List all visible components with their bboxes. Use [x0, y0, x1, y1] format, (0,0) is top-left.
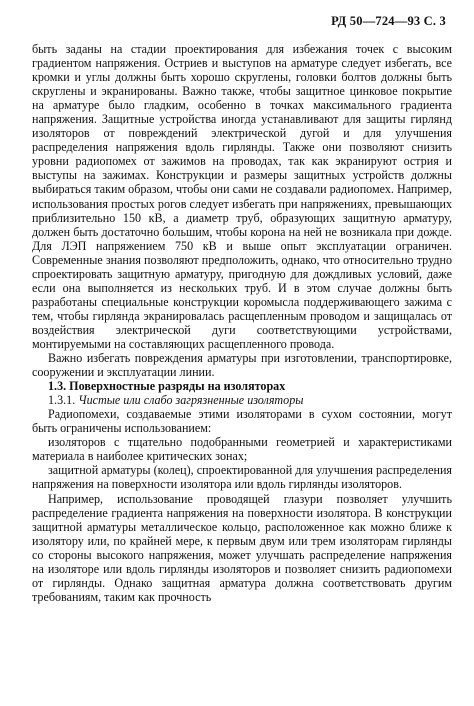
section-number: 1.3. [48, 379, 67, 394]
document-body [32, 42, 452, 604]
section-heading [32, 379, 452, 393]
section-title: Поверхностные разряды на изоляторах [69, 379, 286, 394]
subsection-number: 1.3.1. [48, 393, 76, 408]
page-header: РД 50—724—93 С. 3 [331, 14, 446, 28]
list-item-insulators: изоляторов с тщательно подобранными геометрией и характеристиками материала в наиболее критических зонах; [32, 435, 452, 464]
subsection-title: Чистые или слабо загрязненные изоляторы [78, 393, 304, 408]
paragraph-damage: Важно избегать повреждения арматуры при изготовлении, транспортировке, сооружении и эксплуатации линии. [32, 351, 452, 380]
subsection-heading [32, 393, 452, 407]
paragraph-radio-interference: Радиопомехи, создаваемые этими изоляторами в сухом состоянии, могут быть ограничены использованием: [32, 407, 452, 436]
paragraph-example: Например, использование проводящей глазури позволяет улучшить распределение градиента напряжения на поверхности изолятора. В конструкции защитной арматуры металлическое кольцо, расположенное как можно ближе к изолятору или, по крайней мере, к первым двум или трем изоляторам гирлянды со стороны высокого напряжения, может улучшать распределение напряжения на изоляторе или вдоль гирлянды изоляторов и позволяет снизить радиопомехи от гирлянды. Однако защитная арматура должна соответствовать другим требованиям, таким как прочность [32, 491, 452, 604]
paragraph-continuation: быть заданы на стадии проектирования для избежания точек с высоким градиентом напряжения. Остриев и выступов на арматуре следует избегать, все кромки и углы должны быть хорошо скруглены, головки болтов должны быть скруглены и экранированы. Важно также, чтобы защитное цинковое покрытие на арматуре было гладким, особенно в точках максимального градиента напряжения. Защитные устройства иногда устанавливают для защиты гирлянд изоляторов от повреждений электрической дугой и для улучшения распределения напряжения вдоль гирлянды. Также они позволяют снизить уровни радиопомех от зажимов на проводах, так как экранируют острия и выступы на зажимах. Конструкции и размеры защитных устройств должны выбираться таким образом, чтобы они сами не создавали радиопомех. Например, использования простых рогов следует избегать при напряжениях, превышающих приблизительно 150 кВ, а диаметр труб, образующих защитную арматуру, должен быть достаточно большим, чтобы корона на ней не возникала при дожде. Для ЛЭП напряжением 750 кВ и выше опыт эксплуатации ограничен. Современные знания позволяют предположить, однако, что относительно трудно спроектировать защитную арматуру, пригодную для дождливых условий, даже если она выполняется из нескольких труб. И в этом случае должны быть разработаны специальные конструкции коромысла поддерживающего зажима с тем, чтобы гирлянда экранировалась расщепленным проводом и защищалась от воздействия электрической дуги соответствующими устройствами, монтируемыми на составляющих расщепленного провода. [32, 42, 452, 351]
list-item-protective-fittings: защитной арматуры (колец), спроектированной для улучшения распределения напряжения на поверхности изолятора или вдоль гирлянды изоляторов. [32, 463, 452, 492]
